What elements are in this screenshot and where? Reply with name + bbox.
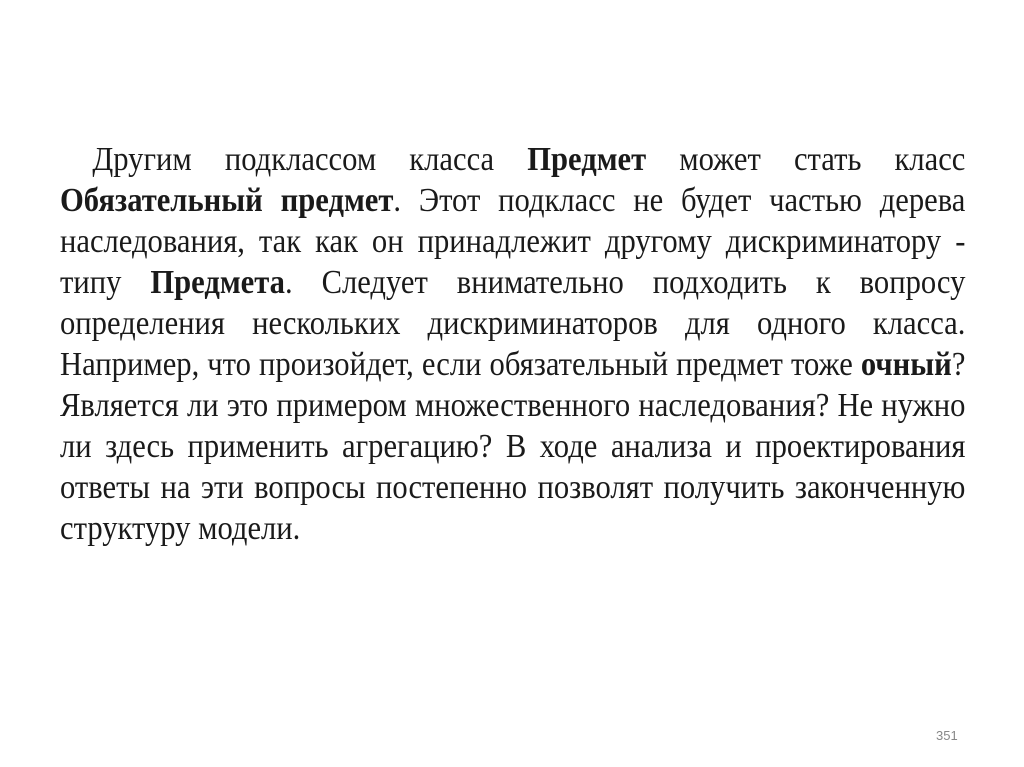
text-segment: ? Является ли это примером множественного наследования? Не нужно ли здесь применить агрегацию? В ходе анализа и проектирования ответы на эти вопросы постепенно позволят получить законченную структуру модели. xyxy=(60,346,966,547)
text-segment: может стать класс xyxy=(646,141,966,178)
term-ochny: очный xyxy=(860,346,952,383)
text-segment: . Следует внимательно подходить к вопросу определения нескольких дискриминаторов для одного класса. Например, что произойдет, если обязательный предмет тоже xyxy=(60,264,966,383)
page-number: 351 xyxy=(936,728,958,743)
body-paragraph xyxy=(60,139,965,549)
text-segment: . Этот подкласс не будет частью дерева наследования, так как он принадлежит другому дискриминатору - типу xyxy=(60,182,966,301)
text-segment: Другим подклассом класса xyxy=(92,141,528,178)
term-predmet: Предмет xyxy=(527,141,647,178)
term-predmeta: Предмета xyxy=(150,264,285,301)
term-obyazatelny-predmet: Обязательный предмет xyxy=(60,182,394,219)
